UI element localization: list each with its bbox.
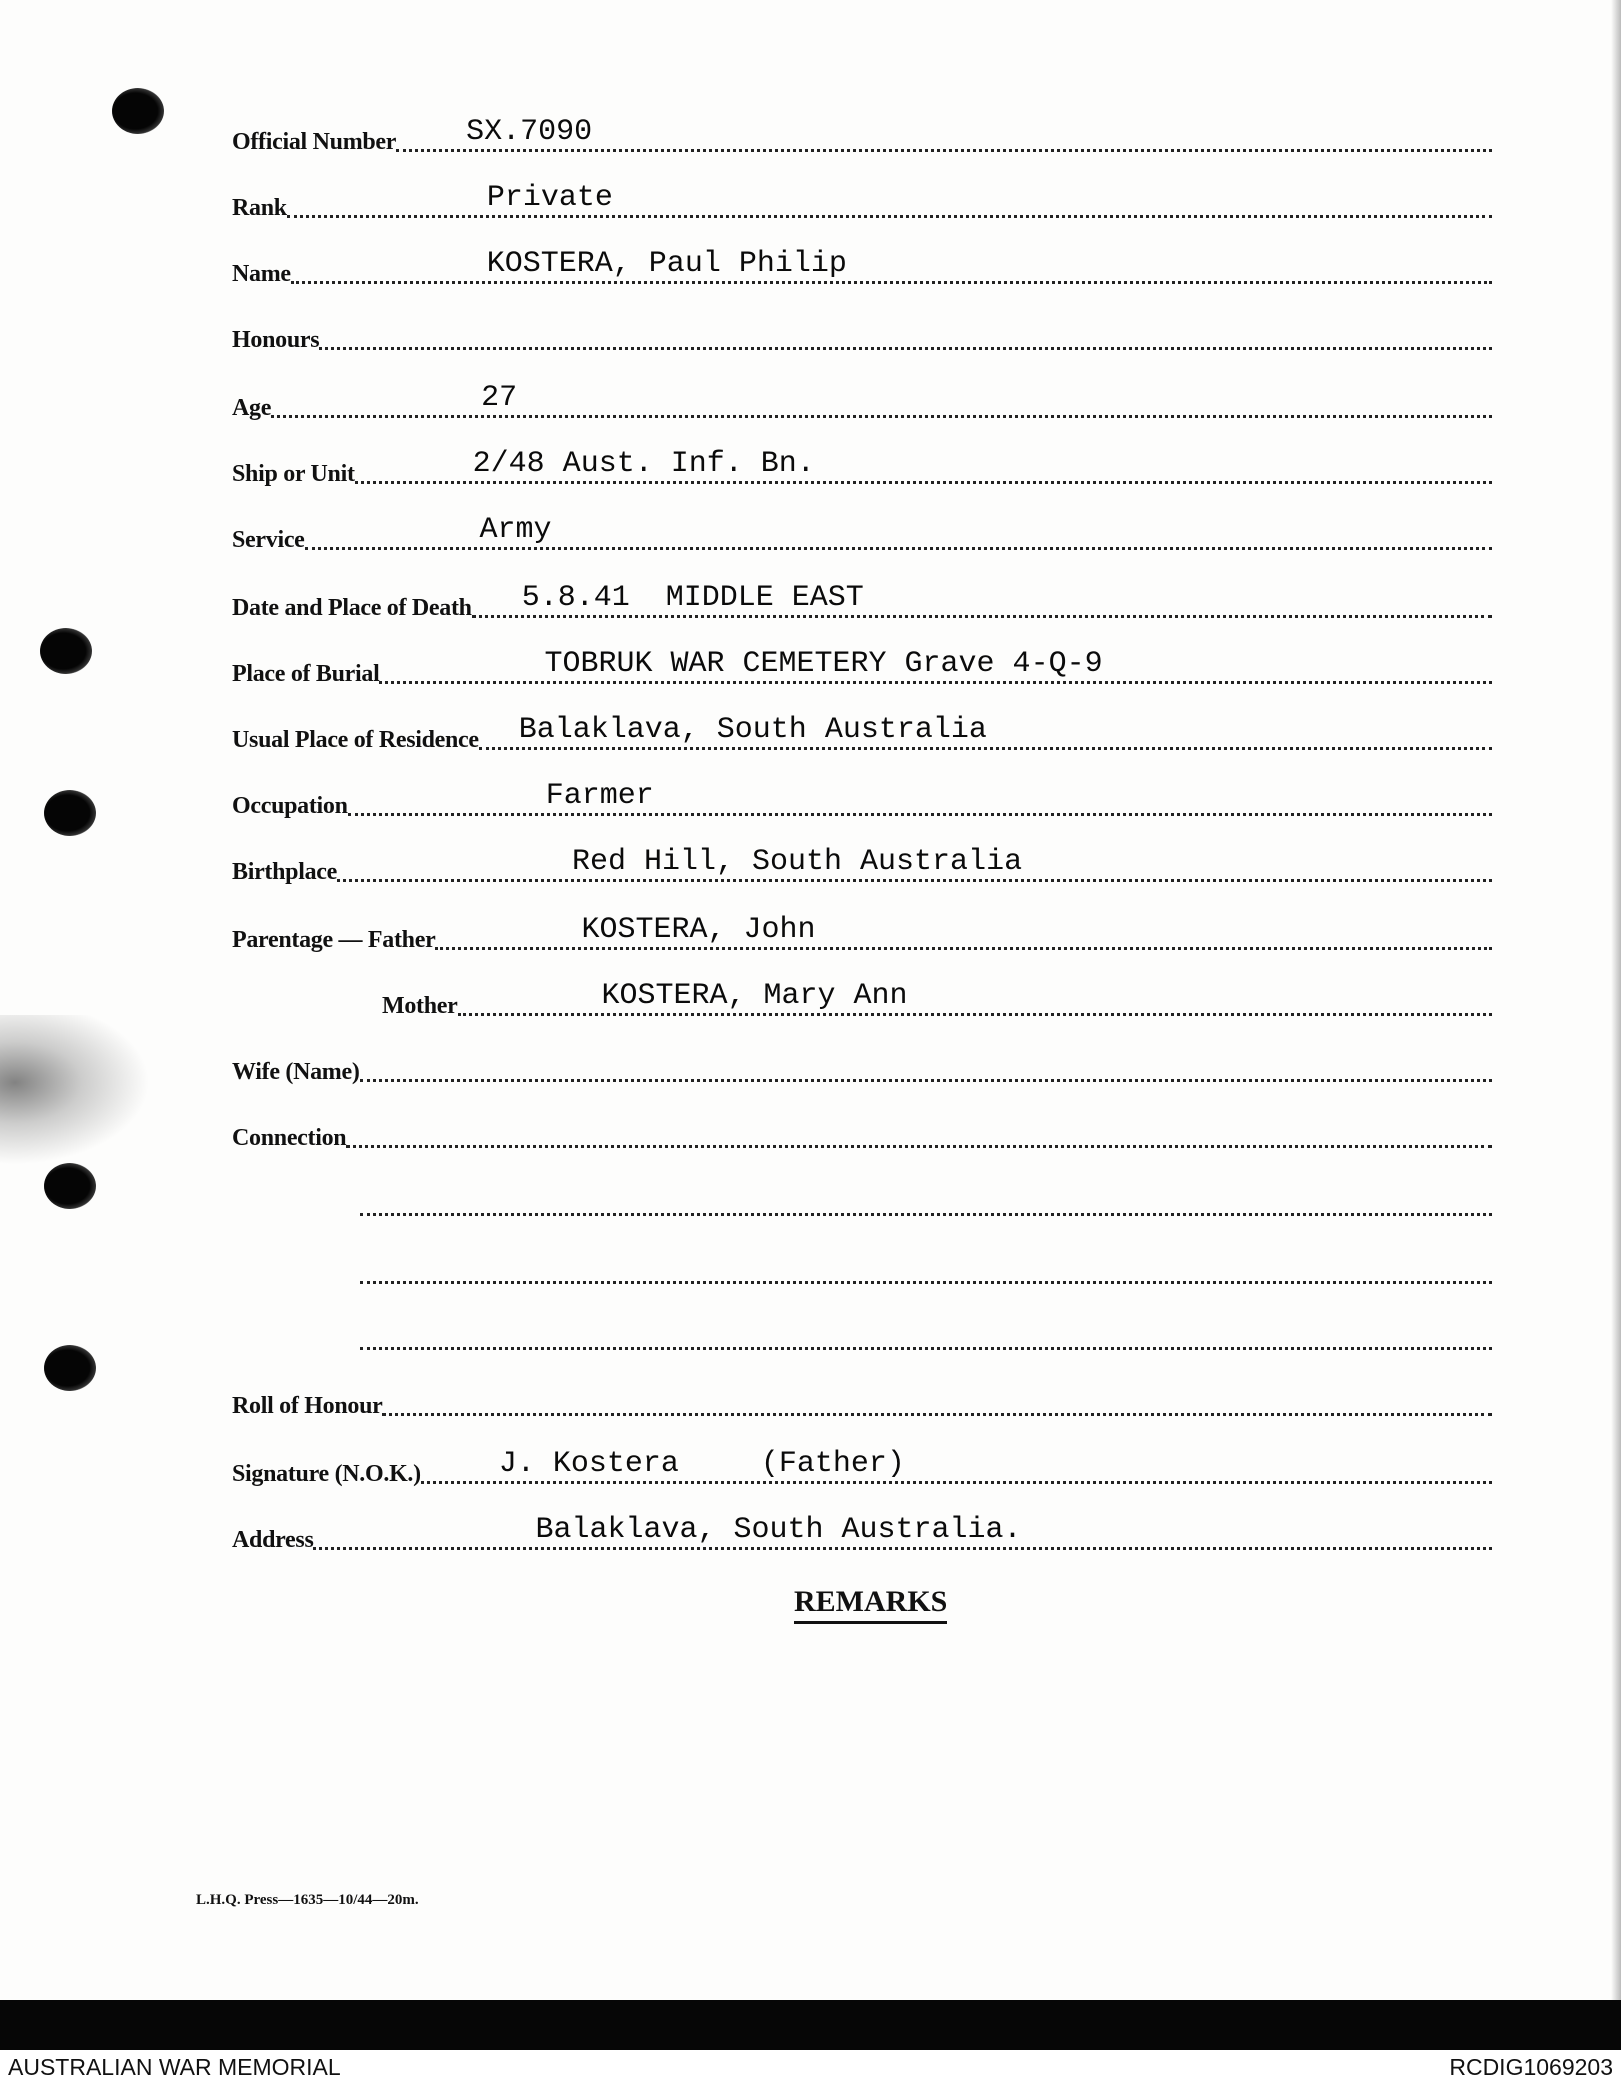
connection-line: [360, 1180, 1492, 1220]
field-value: Balaklava, South Australia: [518, 713, 987, 747]
field-birthplace: [232, 846, 1492, 886]
field-value: Red Hill, South Australia: [572, 845, 1023, 879]
field-line: [435, 911, 1492, 950]
field-parentage-father: [232, 914, 1492, 954]
field-label: Rank: [232, 195, 287, 221]
field-value: Farmer: [545, 779, 654, 813]
field-place-of-burial: [232, 648, 1492, 688]
field-service: [232, 514, 1492, 554]
field-value: KOSTERA, Paul Philip: [486, 247, 847, 281]
field-age: [232, 382, 1492, 422]
field-line: [458, 977, 1493, 1016]
field-address: [232, 1514, 1492, 1554]
field-wife-name: [232, 1046, 1492, 1086]
field-value: KOSTERA, John: [581, 913, 816, 947]
field-line: [382, 1377, 1492, 1416]
field-label: Official Number: [232, 129, 397, 155]
field-line: [287, 179, 1492, 218]
field-label: Connection: [232, 1125, 347, 1151]
punch-hole: [44, 1163, 96, 1209]
field-label: Date and Place of Death: [232, 595, 472, 621]
field-ship-or-unit: [232, 448, 1492, 488]
field-mother: [382, 980, 1492, 1020]
archive-footer: [0, 2050, 1621, 2082]
field-value: Army: [479, 513, 552, 547]
field-label: Ship or Unit: [232, 461, 355, 487]
field-line: [319, 311, 1492, 350]
field-roll-of-honour: [232, 1380, 1492, 1420]
field-line: [479, 711, 1492, 750]
punch-hole: [112, 88, 164, 134]
field-usual-place-of-residence: [232, 714, 1492, 754]
punch-hole: [40, 628, 92, 674]
field-line: [348, 777, 1492, 816]
field-line: [379, 645, 1492, 684]
field-label: Name: [232, 261, 291, 287]
field-label: Occupation: [232, 793, 348, 819]
field-value: Balaklava, South Australia.: [535, 1513, 1022, 1547]
field-value: 5.8.41 MIDDLE EAST: [521, 581, 864, 615]
field-line: [346, 1109, 1492, 1148]
field-line: [271, 379, 1492, 418]
field-line: [291, 245, 1492, 284]
field-line: [355, 445, 1492, 484]
field-value: Private: [486, 181, 613, 215]
field-line: [337, 843, 1492, 882]
field-line: [360, 1043, 1492, 1082]
field-connection: [232, 1112, 1492, 1152]
field-label: Honours: [232, 327, 320, 353]
field-label: Place of Burial: [232, 661, 380, 687]
field-label: Address: [232, 1527, 314, 1553]
field-label: Birthplace: [232, 859, 337, 885]
scan-border: [0, 2000, 1621, 2050]
field-value: TOBRUK WAR CEMETERY Grave 4-Q-9: [544, 647, 1103, 681]
field-rank: [232, 182, 1492, 222]
punch-hole: [44, 1345, 96, 1391]
connection-line: [360, 1248, 1492, 1288]
printer-imprint: L.H.Q. Press—1635—10/44—20m.: [196, 1892, 419, 1908]
field-label: Usual Place of Residence: [232, 727, 479, 753]
field-value-relation: (Father): [760, 1447, 905, 1481]
scan-edge: [1611, 0, 1621, 2000]
field-honours: [232, 314, 1492, 354]
field-line: [472, 579, 1492, 618]
field-label: Service: [232, 527, 305, 553]
field-line: [313, 1511, 1492, 1550]
field-value: KOSTERA, Mary Ann: [601, 979, 908, 1013]
field-official-number: [232, 116, 1492, 156]
field-name: [232, 248, 1492, 288]
field-value: SX.7090: [466, 115, 593, 149]
remarks-heading: REMARKS: [794, 1585, 947, 1624]
scan-smudge: [0, 1015, 150, 1165]
archive-id: RCDIG1069203: [1449, 2054, 1613, 2080]
field-line: [360, 1311, 1492, 1350]
field-date-place-of-death: [232, 582, 1492, 622]
archive-name: AUSTRALIAN WAR MEMORIAL: [8, 2054, 341, 2080]
field-occupation: [232, 780, 1492, 820]
field-label: Wife (Name): [232, 1059, 360, 1085]
field-value: 2/48 Aust. Inf. Bn.: [472, 447, 815, 481]
punch-hole: [44, 790, 96, 836]
field-line: [360, 1177, 1492, 1216]
field-label: Roll of Honour: [232, 1393, 383, 1419]
field-signature-nok: [232, 1448, 1492, 1488]
field-line: [396, 113, 1492, 152]
field-value: 27: [481, 381, 518, 415]
field-label: Age: [232, 395, 272, 421]
connection-line: [360, 1314, 1492, 1354]
field-label: Mother: [382, 993, 458, 1019]
field-line: [421, 1445, 1492, 1484]
field-line: [360, 1245, 1492, 1284]
field-line: [305, 511, 1492, 550]
field-label: Signature (N.O.K.): [232, 1461, 421, 1487]
field-label: Parentage — Father: [232, 927, 436, 953]
field-value: J. Kostera: [498, 1447, 679, 1481]
